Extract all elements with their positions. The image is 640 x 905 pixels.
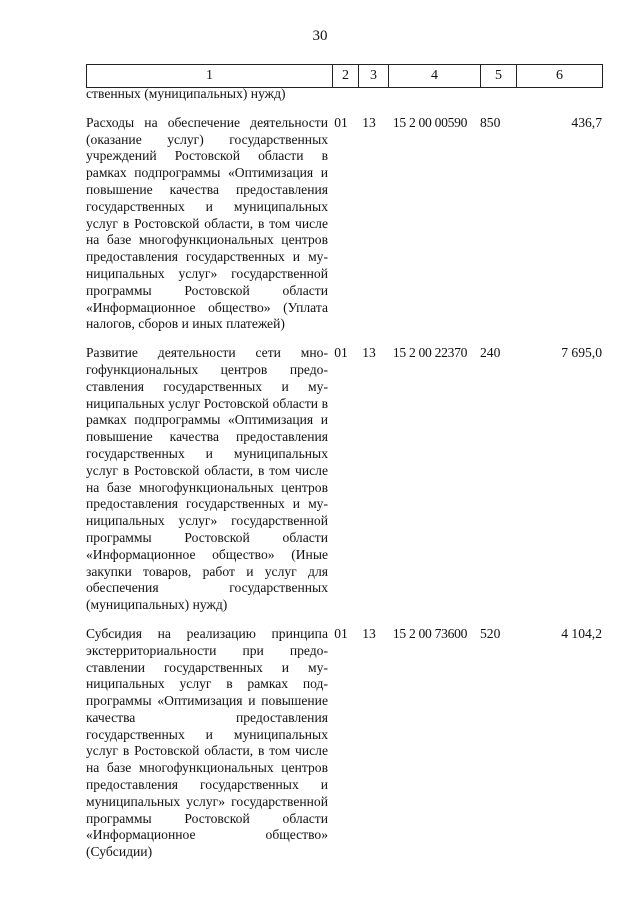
row-section-code: 01 [334, 114, 348, 130]
table-body [86, 86, 602, 861]
column-header-2: 2 [333, 65, 359, 88]
row-subsection-code: 13 [362, 114, 376, 130]
row-target-article-code: 15 2 00 22370 [392, 345, 468, 361]
row-subsection-code: 13 [362, 345, 376, 361]
table-row [86, 115, 602, 333]
row-target-article-code: 15 2 00 00590 [392, 114, 468, 130]
row-expense-type-code: 520 [480, 625, 501, 641]
column-header-6: 6 [517, 65, 603, 88]
table-row [86, 626, 602, 861]
row-description: Субсидия на реализацию принципа экстерриториальности при предоставлении государственных и муниципальных услуг в рамках подпрограммы «Оптимизация и повышение качества предоставления государственных и муниципальных услуг в Ростовской области, в том числе на базе многофункциональных центров предоставления государственных и муниципальных услуг» государственной программы Ростовской области «Информационное общество» (Субсидии) [86, 625, 328, 860]
page-number: 30 [312, 28, 328, 44]
column-header-table [86, 64, 603, 88]
row-section-code: 01 [334, 345, 348, 361]
column-header-5: 5 [481, 65, 517, 88]
row-target-article-code: 15 2 00 73600 [392, 625, 468, 641]
column-header-4: 4 [389, 65, 481, 88]
row-section-code: 01 [334, 625, 348, 641]
row-amount: 436,7 [571, 114, 602, 130]
row-expense-type-code: 850 [480, 114, 501, 130]
column-header-row [87, 65, 603, 88]
row-amount: 7 695,0 [561, 345, 602, 361]
column-header-3: 3 [359, 65, 389, 88]
row-amount: 4 104,2 [561, 625, 602, 641]
row-expense-type-code: 240 [480, 345, 501, 361]
table-row [86, 345, 602, 614]
column-header-1: 1 [87, 65, 333, 88]
row-description: Расходы на обеспечение деятельности (оказание услуг) государственных учреждений Ростовской области в рамках подпрограммы «Оптимизация и повышение качества предоставления государственных и муниципальных услуг в Ростовской области, в том числе на базе многофункциональных центров предоставления государственных и муниципальных услуг» государственной программы Ростовской области «Информационное общество» (Уплата налогов, сборов и иных платежей) [86, 114, 328, 332]
row-subsection-code: 13 [362, 625, 376, 641]
continuation-text: ственных (муниципальных) нужд) [86, 86, 286, 101]
row-description: Развитие деятельности сети многофункциональных центров предоставления государственных и муниципальных услуг Ростовской области в рамках подпрограммы «Оптимизация и повышение качества предоставления государственных и муниципальных услуг в Ростовской области, в том числе на базе многофункциональных центров предоставления государственных и муниципальных услуг» государственной программы Ростовской области «Информационное общество» (Иные закупки товаров, работ и услуг для обеспечения государственных (муниципальных) нужд) [86, 345, 328, 613]
